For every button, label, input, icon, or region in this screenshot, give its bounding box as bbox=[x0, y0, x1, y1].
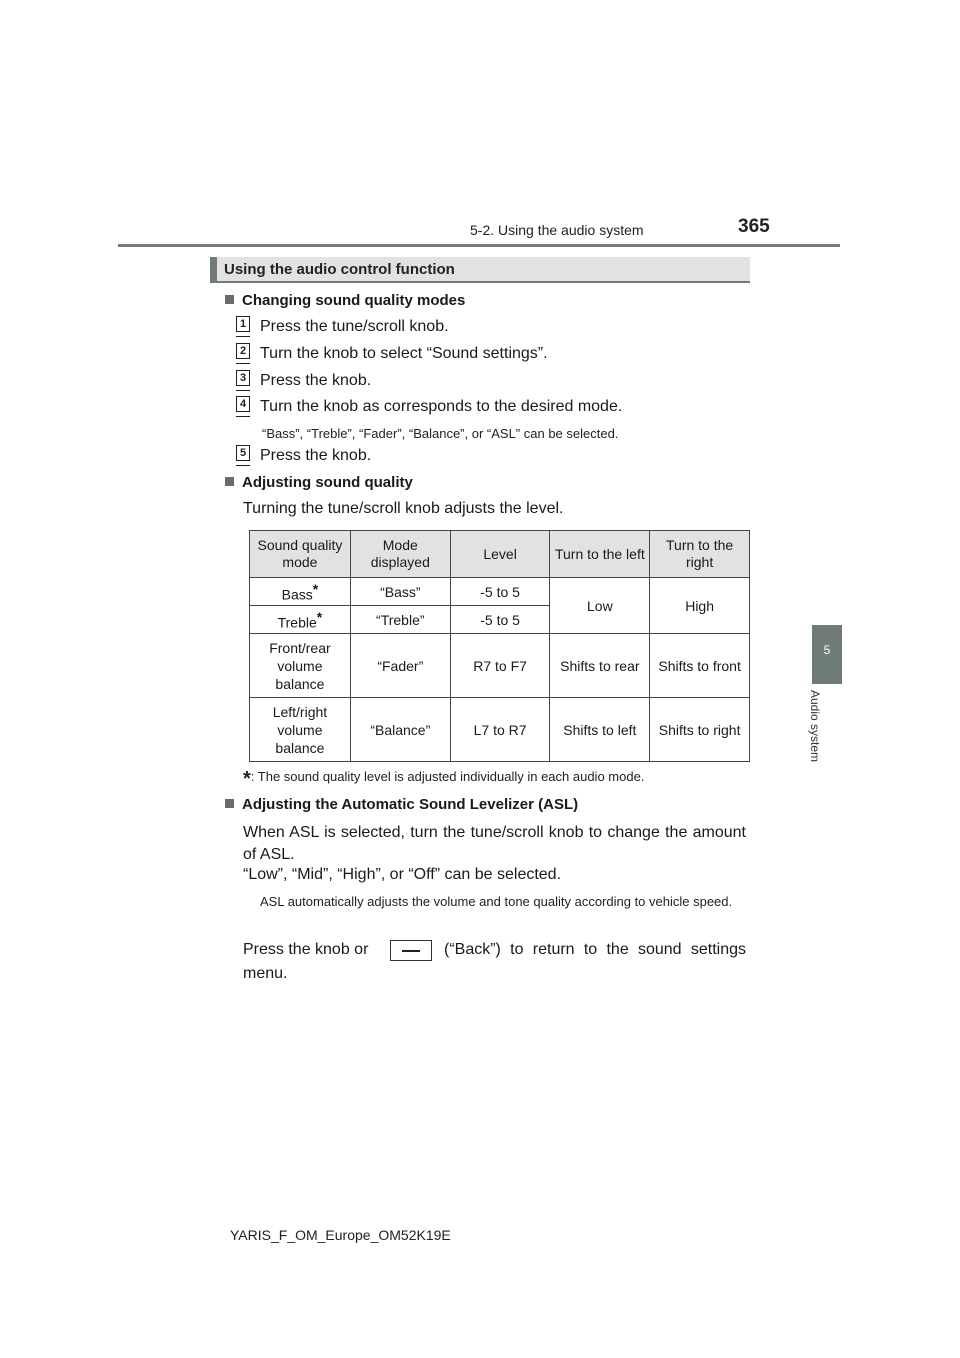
square-bullet-icon bbox=[225, 295, 234, 304]
asl-note: ASL automatically adjusts the volume and tone quality according to vehicle speed. bbox=[260, 894, 733, 909]
table-cell: Shifts to left bbox=[550, 698, 650, 762]
step-text-2: Turn the knob to select “Sound settings”. bbox=[260, 345, 548, 362]
back-instruction-start: Press the knob or bbox=[243, 941, 369, 958]
step-number-3: 3 bbox=[236, 370, 250, 386]
step-number-2: 2 bbox=[236, 343, 250, 359]
back-instruction-menu: menu. bbox=[243, 965, 288, 982]
footnote-mark: * bbox=[243, 768, 251, 790]
step-number-5: 5 bbox=[236, 445, 250, 461]
step-text-5: Press the knob. bbox=[260, 447, 372, 464]
header-section-title: 5-2. Using the audio system bbox=[470, 222, 644, 238]
table-cell bbox=[250, 606, 351, 634]
table-cell: -5 to 5 bbox=[450, 578, 550, 606]
document-footer: YARIS_F_OM_Europe_OM52K19E bbox=[230, 1227, 451, 1243]
table-cell: Shifts to right bbox=[650, 698, 750, 762]
table-row bbox=[250, 634, 750, 698]
chapter-label: Audio system bbox=[808, 690, 822, 763]
section-title: Using the audio control function bbox=[224, 261, 455, 278]
step-number-4: 4 bbox=[236, 396, 250, 412]
step-text-3: Press the knob. bbox=[260, 372, 372, 389]
table-cell: “Balance” bbox=[350, 698, 450, 762]
step-text-4: Turn the knob as corresponds to the desired mode. bbox=[260, 398, 623, 415]
page-number: 365 bbox=[738, 216, 770, 237]
asl-text: When ASL is selected, turn the tune/scroll knob to change the amount of ASL. bbox=[243, 824, 746, 863]
table-cell: Shifts to rear bbox=[550, 634, 650, 698]
square-bullet-icon bbox=[225, 477, 234, 486]
table-header: Turn to the right bbox=[650, 531, 750, 578]
table-cell: High bbox=[650, 578, 750, 634]
step-text-1: Press the tune/scroll knob. bbox=[260, 318, 449, 335]
table-cell: Low bbox=[550, 578, 650, 634]
table-cell: -5 to 5 bbox=[450, 606, 550, 634]
heading-asl-text: Adjusting the Automatic Sound Levelizer (ASL) bbox=[242, 796, 579, 813]
step-underline bbox=[236, 390, 250, 391]
step-underline bbox=[236, 416, 250, 417]
footnote-mark: * bbox=[312, 580, 319, 597]
table-cell bbox=[250, 578, 351, 606]
square-bullet-icon bbox=[225, 799, 234, 808]
chapter-tab: 5 bbox=[812, 625, 842, 684]
footnote-mark: * bbox=[316, 608, 323, 625]
step-underline bbox=[236, 336, 250, 337]
table-header: Turn to the left bbox=[550, 531, 650, 578]
table-header: Mode displayed bbox=[350, 531, 450, 578]
table-header: Level bbox=[450, 531, 550, 578]
table-header-row bbox=[250, 531, 750, 578]
cell-text: Bass bbox=[281, 586, 313, 603]
adjusting-text: Turning the tune/scroll knob adjusts the level. bbox=[243, 500, 564, 517]
table-cell: “Bass” bbox=[350, 578, 450, 606]
table-cell: Left/right volume balance bbox=[250, 698, 351, 762]
table-cell: Shifts to front bbox=[650, 634, 750, 698]
heading-adjusting-quality-text: Adjusting sound quality bbox=[242, 474, 413, 491]
table-cell: “Fader” bbox=[350, 634, 450, 698]
heading-changing-modes bbox=[225, 292, 465, 309]
table-cell: Front/rear volume balance bbox=[250, 634, 351, 698]
table-cell: R7 to F7 bbox=[450, 634, 550, 698]
footnote bbox=[243, 768, 644, 791]
table-cell: “Treble” bbox=[350, 606, 450, 634]
step-underline bbox=[236, 465, 250, 466]
step-number-1: 1 bbox=[236, 316, 250, 332]
cell-text: Treble bbox=[277, 614, 317, 631]
footnote-text: : The sound quality level is adjusted individually in each audio mode. bbox=[250, 769, 645, 784]
table-header: Sound quality mode bbox=[250, 531, 351, 578]
step-underline bbox=[236, 363, 250, 364]
sound-quality-table bbox=[249, 530, 750, 762]
modes-note: “Bass”, “Treble”, “Fader”, “Balance”, or “ASL” can be selected. bbox=[262, 426, 619, 441]
header-rule bbox=[118, 244, 840, 247]
table-cell: L7 to R7 bbox=[450, 698, 550, 762]
heading-changing-modes-text: Changing sound quality modes bbox=[242, 292, 466, 309]
asl-options-text: “Low”, “Mid”, “High”, or “Off” can be selected. bbox=[243, 866, 562, 883]
table-row bbox=[250, 578, 750, 606]
back-button-line bbox=[402, 950, 420, 952]
table-row bbox=[250, 698, 750, 762]
heading-adjusting-quality bbox=[225, 474, 413, 491]
back-instruction-end: (“Back”) to return to the sound settings bbox=[444, 941, 746, 958]
heading-asl bbox=[225, 796, 578, 813]
